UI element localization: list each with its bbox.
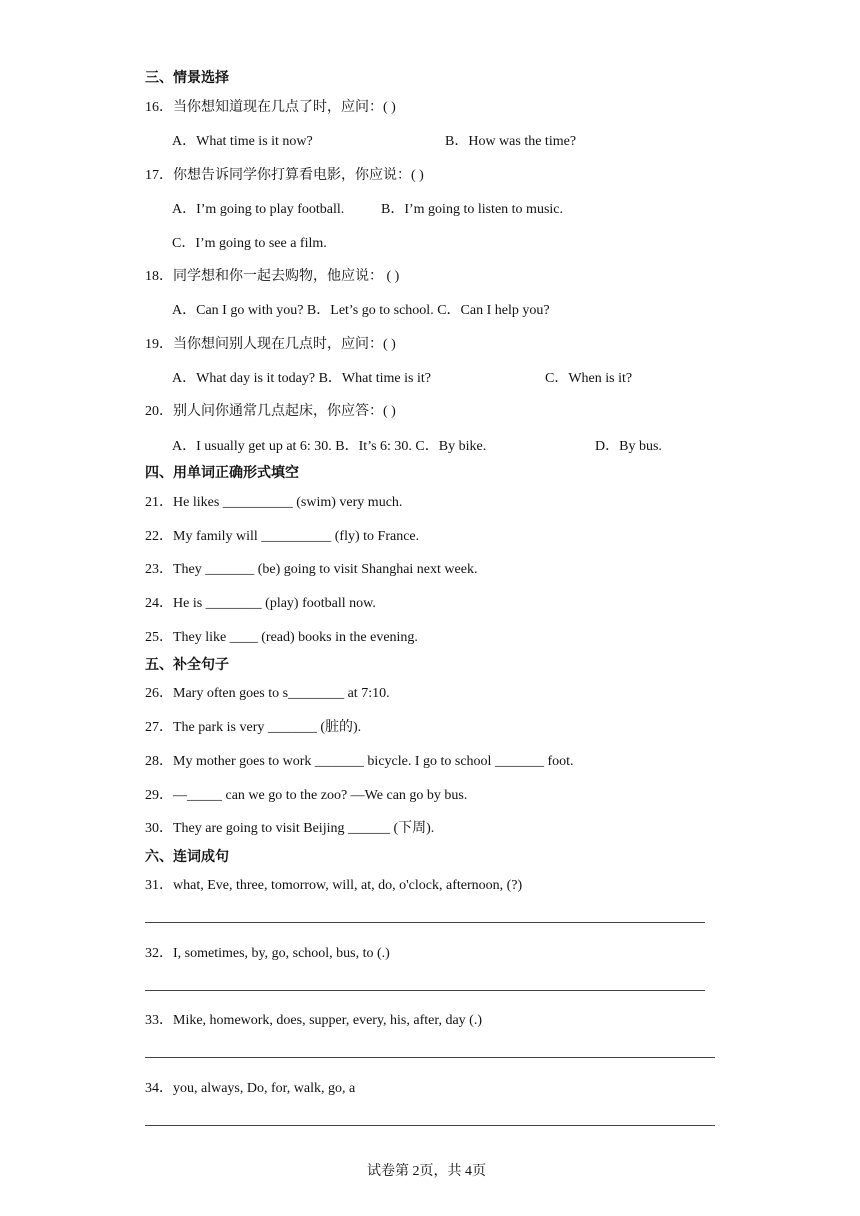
answer-line-31[interactable] [145,922,705,923]
question-29: 29．—_____ can we go to the zoo? —We can go by bus. [145,788,468,803]
question-23: 23．They _______ (be) going to visit Shanghai next week. [145,562,478,577]
question-17-stem: 17．你想告诉同学你打算看电影，你应说：( ) [145,168,424,183]
section-heading-situational-choice: 三、情景选择 [145,70,229,86]
question-24: 24．He is ________ (play) football now. [145,596,376,611]
question-28: 28．My mother goes to work _______ bicycle. I go to school _______ foot. [145,754,574,769]
question-25: 25．They like ____ (read) books in the evening. [145,630,418,645]
question-16-option-a: A．What time is it now? [172,134,313,149]
question-19-options-ab: A．What day is it today? B．What time is it? [172,371,431,386]
question-31: 31．what, Eve, three, tomorrow, will, at, do, o'clock, afternoon, (?) [145,878,523,893]
question-34: 34．you, always, Do, for, walk, go, a [145,1081,356,1096]
question-22: 22．My family will __________ (fly) to France. [145,529,420,544]
question-19-stem: 19．当你想问别人现在几点时，应问：( ) [145,337,396,352]
question-20-option-d: D．By bus. [595,439,662,454]
answer-line-34[interactable] [145,1125,715,1126]
answer-line-32[interactable] [145,990,705,991]
question-33: 33．Mike, homework, does, supper, every, his, after, day (.) [145,1013,482,1028]
question-17-option-b: B．I’m going to listen to music. [381,202,563,217]
question-20-stem: 20．别人问你通常几点起床，你应答：( ) [145,404,396,419]
question-16-stem: 16．当你想知道现在几点了时，应问：( ) [145,100,396,115]
section-heading-word-order: 六、连词成句 [145,849,229,865]
page-footer: 试卷第 2页，共 4页 [367,1164,486,1179]
section-heading-word-form: 四、用单词正确形式填空 [145,465,299,481]
question-19-option-c: C．When is it? [545,371,633,386]
section-heading-complete-sentences: 五、补全句子 [145,657,229,673]
question-27: 27．The park is very _______ (脏的). [145,720,362,735]
question-32: 32．I, sometimes, by, go, school, bus, to (.) [145,946,390,961]
question-18-options: A．Can I go with you? B．Let’s go to school. C．Can I help you? [172,303,550,318]
question-17-option-c: C．I’m going to see a film. [172,236,327,251]
answer-line-33[interactable] [145,1057,715,1058]
question-18-stem: 18．同学想和你一起去购物，他应说： ( ) [145,269,400,284]
question-30: 30．They are going to visit Beijing ______ (下周). [145,821,435,836]
question-21: 21．He likes __________ (swim) very much. [145,495,403,510]
question-20-options-abc: A．I usually get up at 6: 30. B．It’s 6: 30. C．By bike. [172,439,487,454]
question-17-option-a: A．I’m going to play football. [172,202,345,217]
question-26: 26．Mary often goes to s________ at 7:10. [145,686,390,701]
question-16-option-b: B．How was the time? [445,134,577,149]
